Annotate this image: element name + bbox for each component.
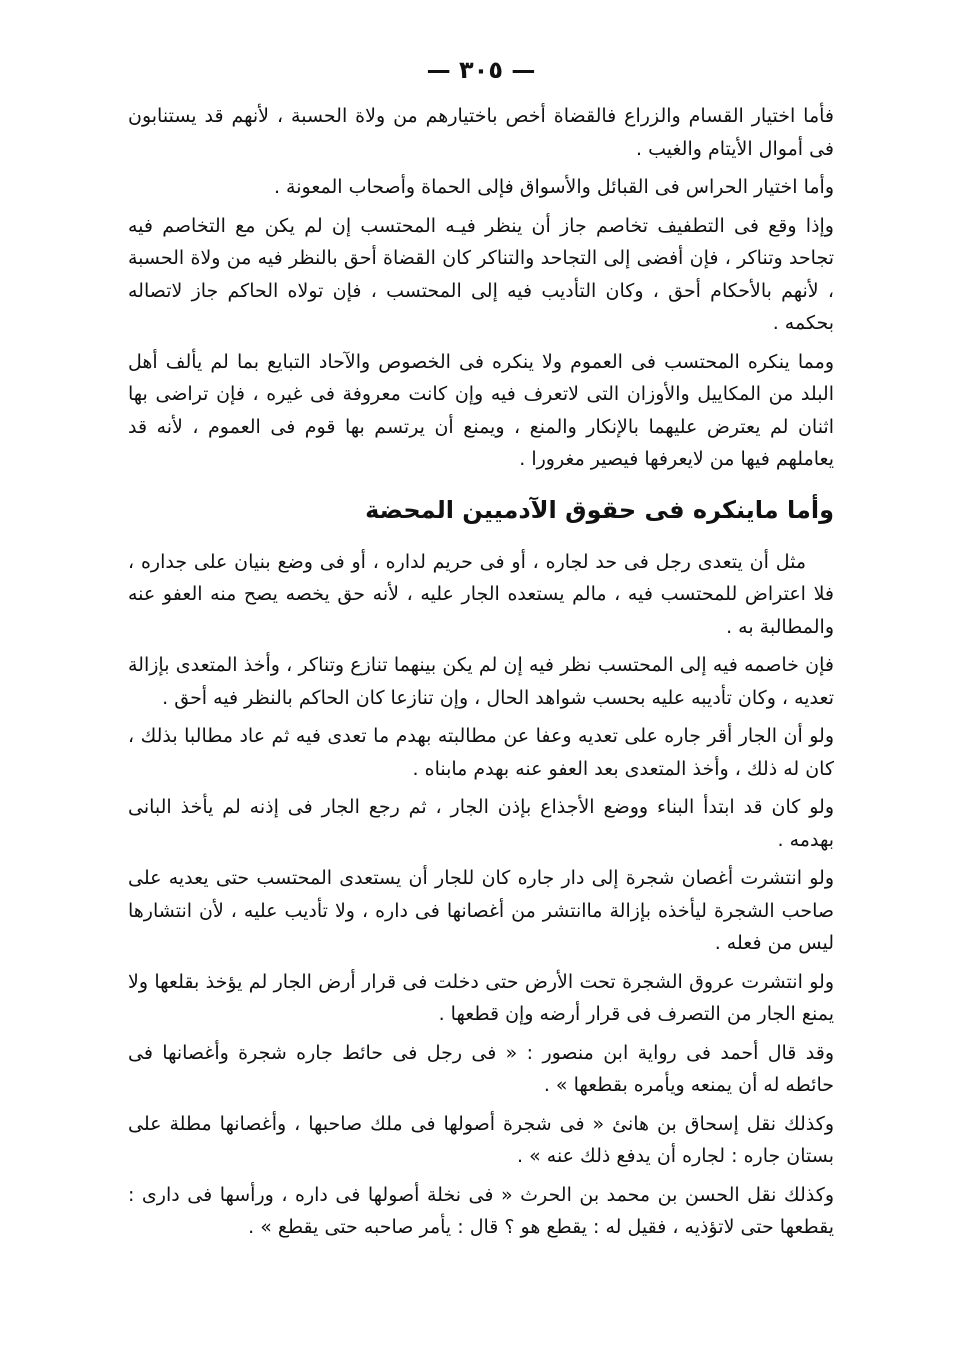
paragraph-neighbor-trespass: مثل أن يتعدى رجل فى حد لجاره ، أو فى حريم لداره ، أو فى وضع بنيان على جداره ، فلا اعتراض للمحتسب فيه ، مالم يستعده الجار عليه ، لأنه حق يخصه يصح منه العفو عنه والمطالبة به . xyxy=(128,550,834,638)
paragraph-ishaq-narration: وكذلك نقل إسحاق بن هانئ « فى شجرة أصولها فى ملك صاحبها ، وأغصانها مطلة على بستان جاره : لجاره أن يدفع ذلك عنه » . xyxy=(128,1112,834,1167)
paragraph-measures-weights: ومما ينكره المحتسب فى العموم ولا ينكره فى الخصوص والآحاد التبايع بما لم يألف أهل البلد من المكاييل والأوزان التى لاتعرف فيه وإن كانت معروفة فى غيره ، فإن تراضى بها اثنان لم يعترض عليهما بالإنكار والمنع ، ويمنع أن يرتسم بها قوم فى العموم ، لأنه قد يعاملهم فيها من لايعرفها فيصير مغرورا . xyxy=(128,350,834,470)
paragraph-short-measure: وإذا وقع فى التطفيف تخاصم جاز أن ينظر فيـه المحتسب إن لم يكن مع التخاصم فيه تجاحد وتناكر ، فإن أفضى إلى التجاحد والتناكر كان القضاة أحق بالنظر فيه من ولاة الحسبة ، لأنهم بالأحكام أحق ، وكان التأديب فيه إلى المحتسب ، فإن تولاه الحاكم جاز لاتصاله بحكمه . xyxy=(128,214,834,334)
paragraph-branches: ولو انتشرت أغصان شجرة إلى دار جاره كان للجار أن يستعدى المحتسب حتى يعديه على صاحب الشجرة ليأخذه بإزالة ماانتشر من أغصانها فى داره ، ولا تأديب عليه ، لأن انتشارها ليس من فعله . xyxy=(128,867,834,954)
paragraph-complaint: فإن خاصمه فيه إلى المحتسب نظر فيه إن لم يكن بينهما تنازع وتناكر ، وأخذ المتعدى بإزالة تعديه ، وكان تأديبه عليه بحسب شواهد الحال ، وإن تنازعا كان الحاكم بالنظر فيه أحق . xyxy=(128,654,834,709)
document-body xyxy=(128,100,834,1244)
section-heading: وأما ماينكره فى حقوق الآدميين المحضة xyxy=(365,495,834,524)
paragraph-ahmad-narration: وقد قال أحمد فى رواية ابن منصور : « فى رجل فى حائط جاره شجرة وأغصانها فى حائطه له أن يمنعه ويأمره بقطعها » . xyxy=(128,1041,834,1096)
paragraph-permission: ولو كان قد ابتدأ البناء ووضع الأجذاع بإذن الجار ، ثم رجع الجار فى إذنه لم يأخذ البانى بهدمه . xyxy=(128,796,834,851)
paragraph-guards: وأما اختيار الحراس فى القبائل والأسواق فإلى الحماة وأصحاب المعونة . xyxy=(273,176,834,198)
paragraph-pardon: ولو أن الجار أقر جاره على تعديه وعفا عن مطالبته بهدم ما تعدى فيه ثم عاد مطالبا بذلك ، كان له ذلك ، وأخذ المتعدى بعد العفو عنه بهدم مابناه . xyxy=(128,725,834,780)
paragraph-hasan-narration: وكذلك نقل الحسن بن محمد بن الحرث « فى نخلة أصولها فى داره ، ورأسها فى دارى : يقطعها حتى لاتؤذيه ، فقيل له : يقطع هو ؟ قال : يأمر صاحبه حتى يقطع » . xyxy=(128,1183,834,1238)
paragraph-roots: ولو انتشرت عروق الشجرة تحت الأرض حتى دخلت فى قرار أرض الجار لم يؤخذ بقلعها ولا يمنع الجار من التصرف فى قرار أرضه وإن قطعها . xyxy=(128,970,834,1025)
page-number: — ٣٠٥ — xyxy=(426,56,536,84)
paragraph-partitioners: فأما اختيار القسام والزراع فالقضاة أخص باختيارهم من ولاة الحسبة ، لأنهم قد يستنابون فى أموال الأيتام والغيب . xyxy=(128,105,834,160)
